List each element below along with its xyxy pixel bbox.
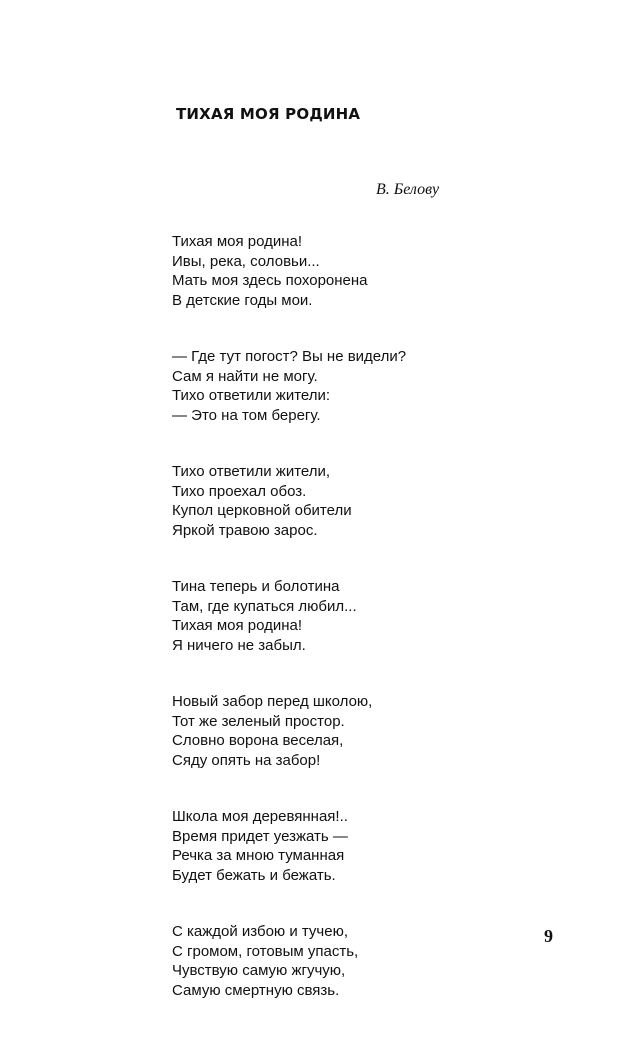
poem-line: Тихо ответили жители: [172, 387, 331, 404]
poem-line: Школа моя деревянная!.. [172, 808, 348, 825]
poem-line: Там, где купаться любил... [172, 597, 357, 615]
poem-line: Ивы, река, соловьи... [172, 252, 320, 270]
poem-line: С каждой избою и тучею, [172, 923, 349, 940]
poem-line: С громом, готовым упасть, [172, 942, 359, 960]
poem-title: ТИХАЯ МОЯ РОДИНА [176, 105, 361, 123]
poem-line: Самую смертную связь. [172, 981, 340, 999]
poem-line: Тот же зеленый простор. [172, 712, 345, 730]
stanza-2 [172, 347, 492, 425]
page-number: 9 [544, 926, 553, 946]
poem-line: — Это на том берегу. [172, 406, 321, 424]
poem-line: Словно ворона веселая, [172, 732, 344, 749]
poem-line: Мать моя здесь похоронена [172, 272, 368, 289]
poem-line: Тина теперь и болотина [172, 578, 340, 595]
stanza-4 [172, 577, 492, 655]
poem-line: Время придет уезжать — [172, 827, 348, 845]
poem-line: Яркой травою зарос. [172, 521, 318, 539]
poem-dedication: В. Белову [376, 181, 440, 198]
stanza-1 [172, 232, 492, 310]
stanza-3 [172, 462, 492, 540]
poem-line: Тихо проехал обоз. [172, 482, 307, 500]
poem-line: — Где тут погост? Вы не видели? [172, 348, 407, 365]
poem-line: Будет бежать и бежать. [172, 866, 336, 884]
poem-line: Купол церковной обители [172, 502, 352, 519]
poem-line: Новый забор перед школою, [172, 693, 373, 710]
poem-line: Я ничего не забыл. [172, 636, 306, 654]
stanza-6 [172, 807, 492, 885]
poem-line: Тихая моя родина! [172, 617, 303, 634]
poem-line: Сяду опять на забор! [172, 751, 321, 769]
poem-line: Тихая моя родина! [172, 233, 303, 250]
poem-line: Сам я найти не могу. [172, 367, 318, 385]
poem-body [172, 232, 492, 1037]
stanza-5 [172, 692, 492, 770]
poem-line: Чувствую самую жгучую, [172, 962, 346, 979]
stanza-7 [172, 922, 492, 1000]
poem-line: Речка за мною туманная [172, 847, 345, 864]
poem-line: В детские годы мои. [172, 291, 313, 309]
poem-line: Тихо ответили жители, [172, 463, 331, 480]
